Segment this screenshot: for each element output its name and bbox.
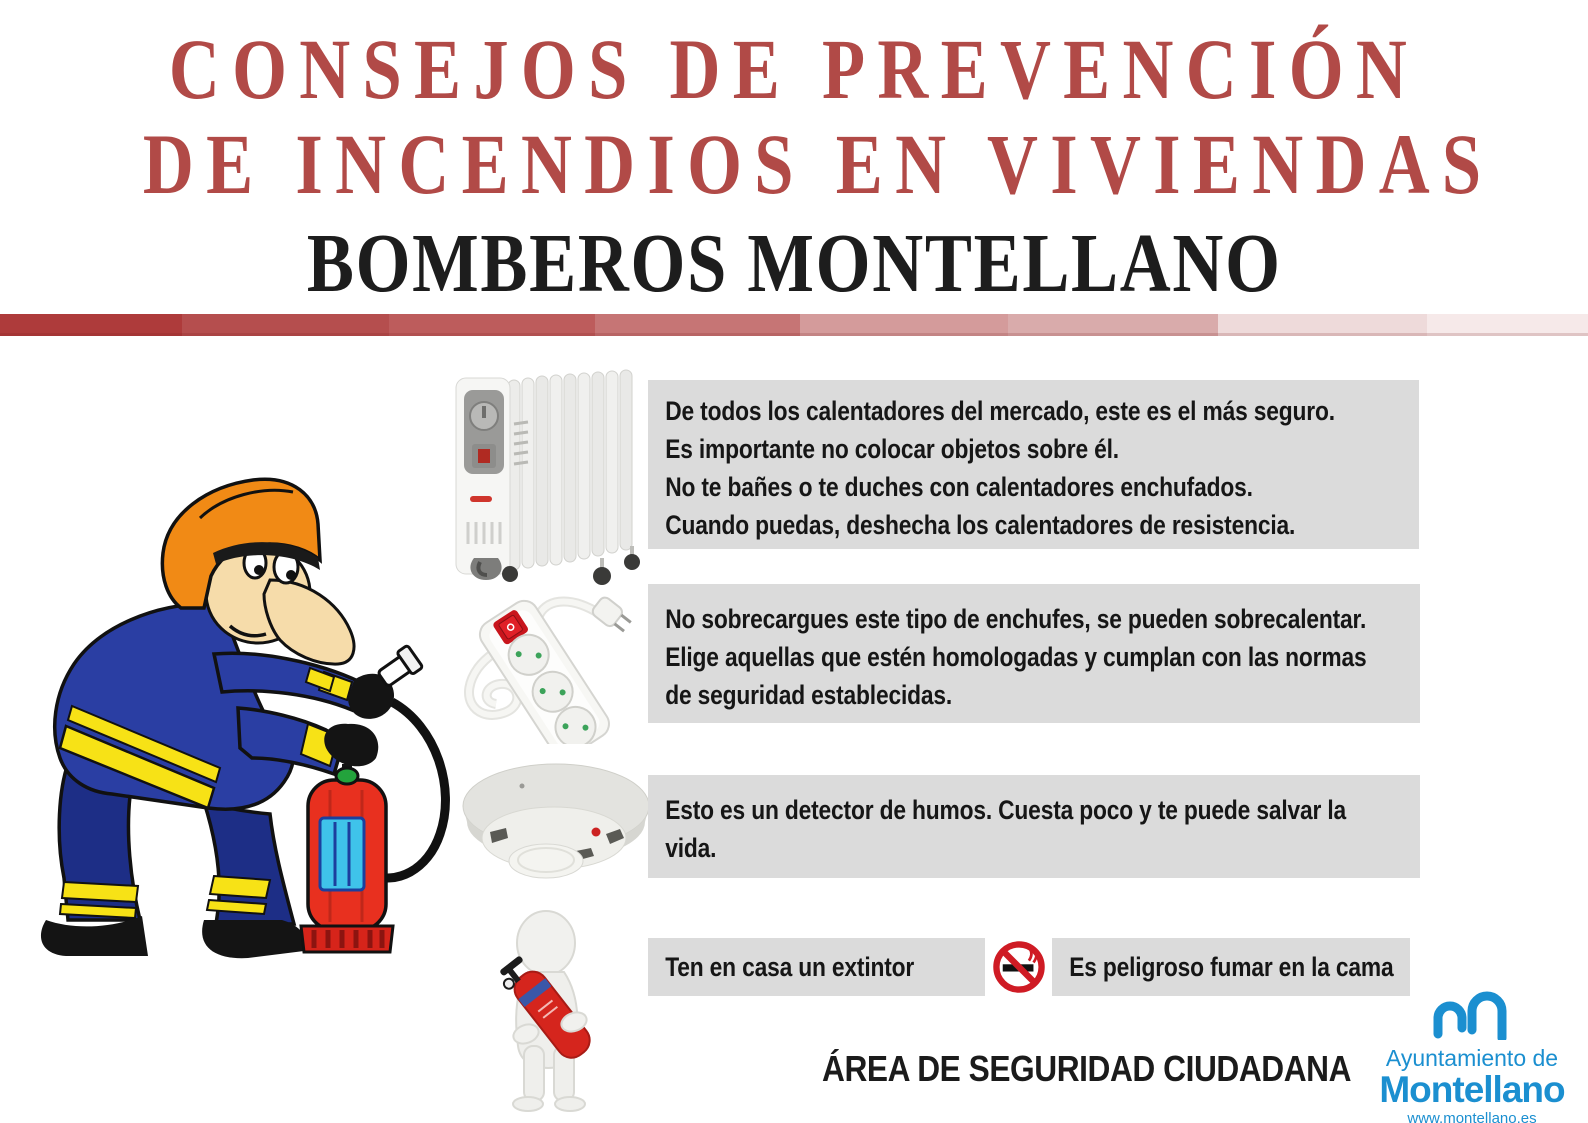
figure-extinguisher-image	[476, 906, 628, 1116]
plug	[590, 595, 633, 636]
tip-line: No sobrecargues este tipo de enchufes, se pueden sobrecalentar.	[665, 604, 1367, 634]
page-title	[0, 22, 1588, 212]
firefighter-svg	[8, 458, 468, 978]
right-pupil	[286, 570, 296, 580]
tip-line: Esto es un detector de humos. Cuesta poco y te puede salvar la	[665, 795, 1347, 825]
tip-panel-power-strips	[648, 584, 1420, 723]
smoking-tip-cell	[1052, 938, 1410, 996]
figure-head	[517, 911, 575, 975]
radiator-heater-svg	[450, 362, 646, 590]
led	[592, 828, 601, 837]
figure-left-foot	[513, 1097, 543, 1111]
figure-right-foot	[555, 1097, 585, 1111]
logo-org-line: Ayuntamiento de	[1385, 1045, 1559, 1071]
left-leg-stripe	[62, 882, 138, 902]
divider-segment	[800, 314, 1008, 336]
no-smoking-icon	[991, 939, 1047, 995]
divider-segment	[389, 314, 595, 336]
right-leg-stripe	[210, 876, 270, 898]
tip-line: de seguridad establecidas.	[665, 680, 953, 710]
gradient-divider-bar	[0, 314, 1588, 336]
divider-segment	[1008, 314, 1218, 336]
power-strip-svg	[448, 592, 648, 744]
page-subtitle	[0, 217, 1588, 310]
subtitle-text: BOMBEROS MONTELLANO	[306, 217, 1282, 310]
tip-panel-heaters	[648, 380, 1419, 549]
divider-segment	[1427, 314, 1588, 336]
tip-panel-smoke-detector	[648, 775, 1420, 878]
tip-line: No te bañes o te duches con calentadores enchufados.	[665, 472, 1253, 502]
radiator-fins	[508, 370, 632, 570]
left-pupil	[254, 565, 264, 575]
brand-label	[470, 496, 492, 502]
arches-icon	[1417, 988, 1527, 1040]
extinguisher-label	[320, 818, 364, 890]
smoke-detector-image	[458, 758, 654, 890]
divider-segment	[0, 314, 182, 336]
tip-line: Es peligroso fumar en la cama	[1069, 951, 1394, 982]
radiator-heater-image	[450, 362, 646, 590]
area-label: ÁREA DE SEGURIDAD CIUDADANA	[822, 1048, 1352, 1089]
title-line-1: CONSEJOS DE PREVENCIÓN	[168, 21, 1420, 117]
cable-hook	[470, 558, 501, 580]
divider-segment	[595, 314, 800, 336]
tip-line: Elige aquellas que estén homologadas y cumplan con las normas	[665, 642, 1367, 672]
power-strip-image	[448, 592, 648, 744]
tip-line: vida.	[665, 833, 717, 863]
smoke-detector-svg	[458, 758, 654, 890]
divider-segment	[182, 314, 389, 336]
no-smoking-icon-cell	[985, 932, 1052, 1002]
tip-line: De todos los calentadores del mercado, este es el más seguro.	[665, 396, 1335, 426]
divider-segment	[1218, 314, 1427, 336]
nose	[264, 580, 354, 664]
figure-extinguisher-svg	[476, 906, 628, 1116]
title-line-2: DE INCENDIOS EN VIVIENDAS	[142, 116, 1494, 212]
logo-org-name: Montellano	[1379, 1069, 1565, 1110]
tip-panel-extinguisher-smoking	[648, 938, 1410, 996]
figure-left-leg	[524, 1046, 544, 1101]
valve-knob	[336, 768, 358, 784]
strip-body	[475, 595, 615, 744]
logo-url: www.montellano.es	[1407, 1110, 1537, 1123]
montellano-logo	[1372, 988, 1572, 1123]
firefighter-illustration	[8, 458, 468, 978]
left-boot	[41, 916, 148, 956]
tip-line: Cuando puedas, deshecha los calentadores de resistencia.	[665, 510, 1296, 540]
extinguisher-tip-cell	[648, 938, 985, 996]
tip-line: Es importante no colocar objetos sobre él.	[665, 434, 1119, 464]
tip-line: Ten en casa un extintor	[665, 951, 915, 982]
